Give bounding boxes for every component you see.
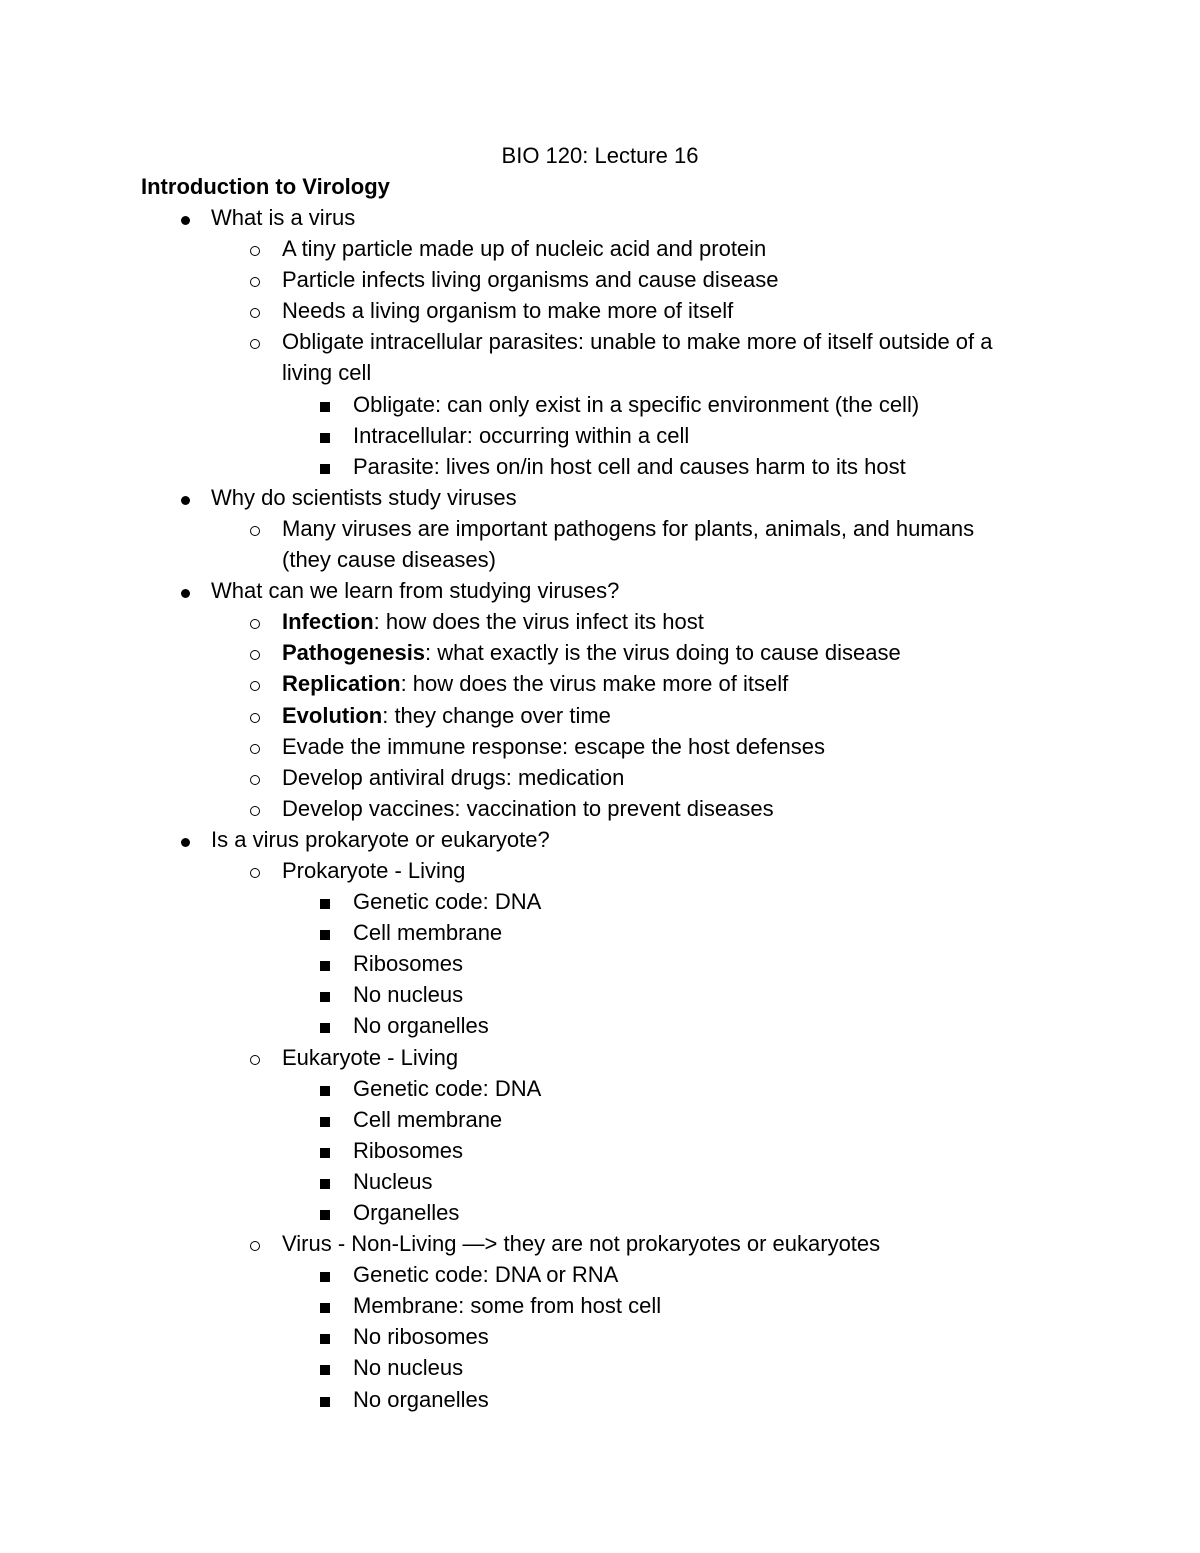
list-item-text: A tiny particle made up of nucleic acid and protein	[282, 236, 767, 262]
list-item-text: Cell membrane	[353, 920, 503, 946]
key-term: Pathogenesis	[282, 640, 426, 666]
list-item-text: Intracellular: occurring within a cell	[353, 422, 690, 448]
bullet	[315, 919, 335, 947]
list-item-level-2	[0, 857, 1200, 888]
list-item-text: Evade the immune response: escape the host defenses	[282, 733, 826, 759]
bullet	[245, 639, 265, 667]
bullet	[315, 888, 335, 916]
hollow-circle-bullet-icon	[250, 744, 260, 754]
list-item-level-2	[0, 515, 1200, 546]
square-bullet-icon	[320, 992, 330, 1002]
square-bullet-icon	[320, 1023, 330, 1033]
list-item-level-3	[0, 1199, 1200, 1230]
bullet	[245, 608, 265, 636]
list-item-level-1	[0, 204, 1200, 235]
hollow-circle-bullet-icon	[250, 308, 260, 318]
list-item-level-2	[0, 764, 1200, 795]
square-bullet-icon	[320, 1334, 330, 1344]
bullet-outline	[0, 204, 1200, 1417]
list-item-level-3	[0, 888, 1200, 919]
list-item-level-3	[0, 453, 1200, 484]
square-bullet-icon	[320, 1272, 330, 1282]
list-item-text: Eukaryote - Living	[282, 1044, 459, 1070]
hollow-circle-bullet-icon	[250, 713, 260, 723]
list-item-level-3	[0, 1323, 1200, 1354]
hollow-circle-bullet-icon	[250, 806, 260, 816]
document-title: BIO 120: Lecture 16	[501, 143, 699, 168]
key-term: Replication	[282, 671, 401, 697]
list-item-text: Many viruses are important pathogens for plants, animals, and humans	[282, 515, 975, 541]
bullet	[315, 1386, 335, 1414]
list-item-text: Ribosomes	[353, 951, 464, 977]
list-item-continuation	[0, 546, 1200, 577]
square-bullet-icon	[320, 961, 330, 971]
bullet	[315, 1106, 335, 1134]
list-item-level-3	[0, 1137, 1200, 1168]
bullet	[315, 1292, 335, 1320]
square-bullet-icon	[320, 1210, 330, 1220]
term-definition: : how does the virus infect its host	[373, 609, 704, 635]
list-item-text: Obligate intracellular parasites: unable to make more of itself outside of a	[282, 329, 993, 355]
list-item-text	[282, 608, 704, 636]
list-item-text: Parasite: lives on/in host cell and causes harm to its host	[353, 453, 906, 479]
key-term: Evolution	[282, 702, 383, 728]
bullet	[175, 826, 195, 854]
list-item-text	[282, 702, 611, 730]
bullet	[315, 391, 335, 419]
square-bullet-icon	[320, 1365, 330, 1375]
square-bullet-icon	[320, 1397, 330, 1407]
bullet	[315, 1354, 335, 1382]
list-item-text: What can we learn from studying viruses?	[211, 578, 620, 604]
bullet	[245, 328, 265, 356]
square-bullet-icon	[320, 1148, 330, 1158]
list-item-text	[282, 670, 788, 698]
list-item-text: What is a virus	[211, 205, 356, 230]
bullet	[245, 764, 265, 792]
list-item-text: Develop antiviral drugs: medication	[282, 764, 625, 790]
bullet	[245, 297, 265, 325]
filled-circle-bullet-icon	[181, 216, 190, 225]
bullet	[245, 702, 265, 730]
list-item-text: Prokaryote - Living	[282, 857, 466, 883]
bullet	[175, 204, 195, 232]
square-bullet-icon	[320, 930, 330, 940]
list-item-text: Particle infects living organisms and cause disease	[282, 267, 779, 293]
hollow-circle-bullet-icon	[250, 246, 260, 256]
list-item-level-2	[0, 1044, 1200, 1075]
hollow-circle-bullet-icon	[250, 681, 260, 691]
list-item-text	[282, 639, 901, 667]
bullet	[315, 1199, 335, 1227]
list-item-text: Genetic code: DNA	[353, 889, 542, 915]
list-item-text: (they cause diseases)	[282, 547, 496, 573]
square-bullet-icon	[320, 464, 330, 474]
hollow-circle-bullet-icon	[250, 1055, 260, 1065]
bullet	[315, 1012, 335, 1040]
list-item-level-1	[0, 577, 1200, 608]
list-item-level-3	[0, 950, 1200, 981]
hollow-circle-bullet-icon	[250, 775, 260, 785]
term-definition: : how does the virus make more of itself	[400, 671, 789, 697]
bullet	[245, 857, 265, 885]
list-item-text: Obligate: can only exist in a specific environment (the cell)	[353, 391, 920, 417]
bullet	[245, 733, 265, 761]
list-item-level-2	[0, 639, 1200, 670]
bullet	[245, 266, 265, 294]
square-bullet-icon	[320, 899, 330, 909]
list-item-level-3	[0, 1012, 1200, 1043]
bullet	[315, 1137, 335, 1165]
list-item-text: Cell membrane	[353, 1106, 503, 1132]
key-term: Infection	[282, 609, 374, 635]
bullet	[245, 1044, 265, 1072]
bullet	[315, 950, 335, 978]
bullet	[245, 795, 265, 823]
hollow-circle-bullet-icon	[250, 619, 260, 629]
hollow-circle-bullet-icon	[250, 650, 260, 660]
list-item-level-2	[0, 733, 1200, 764]
square-bullet-icon	[320, 402, 330, 412]
filled-circle-bullet-icon	[181, 496, 190, 505]
bullet	[315, 1261, 335, 1289]
list-item-level-3	[0, 391, 1200, 422]
filled-circle-bullet-icon	[181, 838, 190, 847]
bullet	[315, 1075, 335, 1103]
square-bullet-icon	[320, 1117, 330, 1127]
list-item-text: Ribosomes	[353, 1137, 464, 1163]
square-bullet-icon	[320, 433, 330, 443]
list-item-level-1	[0, 484, 1200, 515]
list-item-continuation	[0, 359, 1200, 390]
list-item-level-2	[0, 795, 1200, 826]
bullet	[245, 670, 265, 698]
list-item-text: No nucleus	[353, 1355, 464, 1381]
list-item-level-3	[0, 1386, 1200, 1417]
list-item-level-1	[0, 826, 1200, 857]
list-item-level-2	[0, 1230, 1200, 1261]
list-item-text: Genetic code: DNA or RNA	[353, 1262, 619, 1288]
list-item-text: Virus - Non-Living —> they are not prokaryotes or eukaryotes	[282, 1231, 881, 1257]
square-bullet-icon	[320, 1179, 330, 1189]
list-item-level-3	[0, 422, 1200, 453]
list-item-text: Why do scientists study viruses	[211, 484, 517, 510]
bullet	[315, 422, 335, 450]
list-item-text: No ribosomes	[353, 1324, 489, 1350]
bullet	[315, 1168, 335, 1196]
bullet	[175, 484, 195, 512]
list-item-level-2	[0, 266, 1200, 297]
hollow-circle-bullet-icon	[250, 526, 260, 536]
list-item-text: Genetic code: DNA	[353, 1075, 542, 1101]
bullet	[315, 453, 335, 481]
list-item-level-3	[0, 1292, 1200, 1323]
list-item-text: living cell	[282, 360, 372, 386]
square-bullet-icon	[320, 1086, 330, 1096]
list-item-level-3	[0, 1168, 1200, 1199]
section-heading: Introduction to Virology	[141, 174, 390, 199]
list-item-text: Is a virus prokaryote or eukaryote?	[211, 826, 550, 852]
list-item-text: Organelles	[353, 1200, 460, 1225]
list-item-level-2	[0, 297, 1200, 328]
bullet	[315, 1323, 335, 1351]
list-item-text: Develop vaccines: vaccination to prevent diseases	[282, 795, 774, 821]
list-item-level-3	[0, 1075, 1200, 1106]
hollow-circle-bullet-icon	[250, 1241, 260, 1251]
bullet	[245, 235, 265, 263]
hollow-circle-bullet-icon	[250, 868, 260, 878]
bullet	[315, 981, 335, 1009]
hollow-circle-bullet-icon	[250, 277, 260, 287]
list-item-level-3	[0, 981, 1200, 1012]
list-item-level-2	[0, 235, 1200, 266]
list-item-text: No organelles	[353, 1013, 489, 1039]
list-item-text: Nucleus	[353, 1168, 433, 1194]
list-item-text: Needs a living organism to make more of itself	[282, 298, 734, 324]
bullet	[175, 577, 195, 605]
list-item-text: No nucleus	[353, 982, 464, 1008]
bullet	[245, 515, 265, 543]
term-definition: : they change over time	[382, 702, 611, 728]
square-bullet-icon	[320, 1303, 330, 1313]
list-item-text: No organelles	[353, 1386, 489, 1412]
term-definition: : what exactly is the virus doing to cause disease	[425, 640, 901, 666]
bullet	[245, 1230, 265, 1258]
list-item-text: Membrane: some from host cell	[353, 1293, 662, 1319]
list-item-level-3	[0, 919, 1200, 950]
filled-circle-bullet-icon	[181, 589, 190, 598]
list-item-level-3	[0, 1261, 1200, 1292]
list-item-level-2	[0, 608, 1200, 639]
list-item-level-3	[0, 1106, 1200, 1137]
list-item-level-2	[0, 702, 1200, 733]
list-item-level-3	[0, 1354, 1200, 1385]
hollow-circle-bullet-icon	[250, 339, 260, 349]
list-item-level-2	[0, 328, 1200, 359]
list-item-level-2	[0, 670, 1200, 701]
